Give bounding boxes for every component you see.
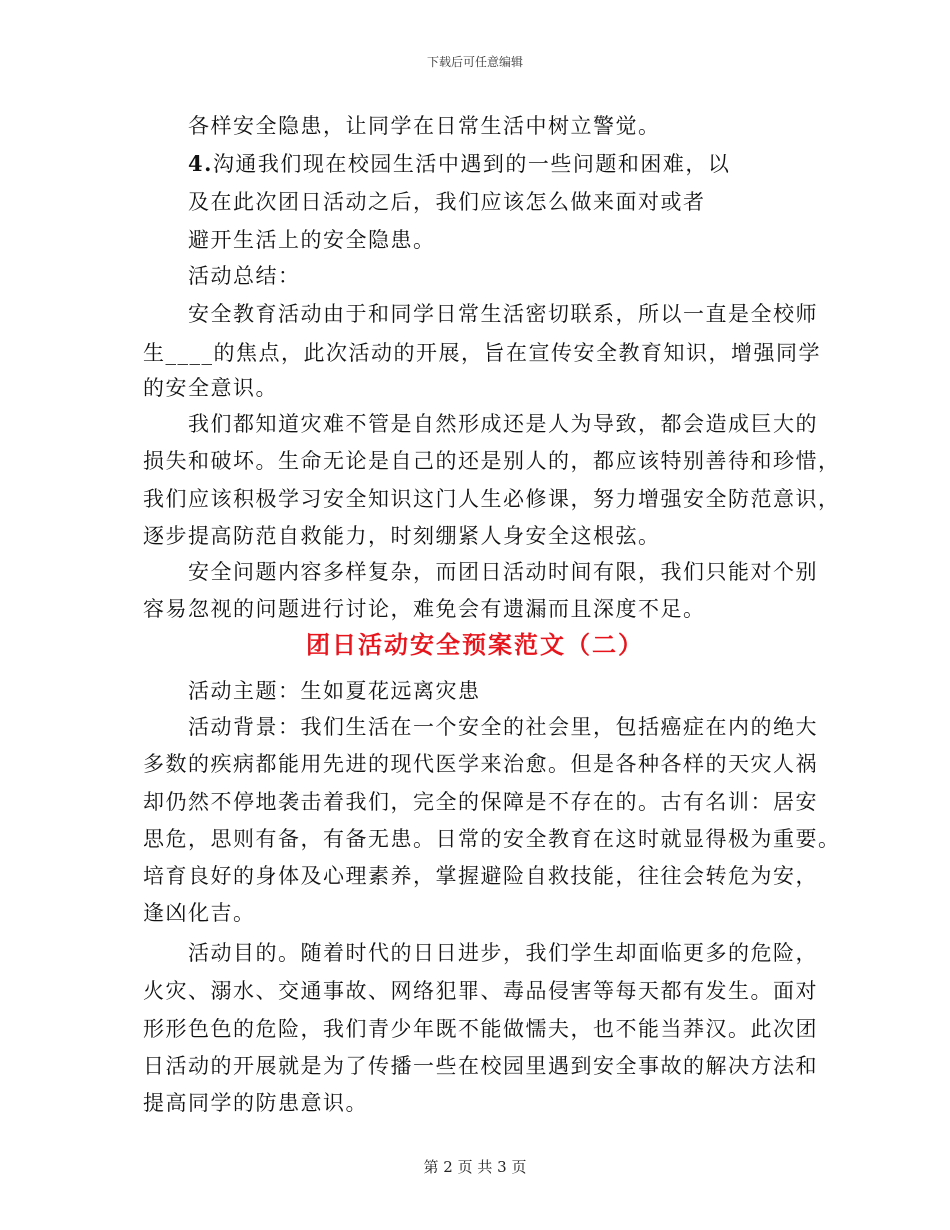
text-line: 生____的焦点，此次活动的开展，旨在宣传安全教育知识，增强同学 <box>143 341 821 365</box>
text-line: 却仍然不停地袭击着我们，完全的保障是不存在的。古有名训：居安 <box>143 790 818 814</box>
text-line: 思危，思则有备，有备无患。日常的安全教育在这时就显得极为重要。 <box>143 827 841 851</box>
page-header: 下载后可任意编辑 <box>426 55 523 69</box>
text-line: 损失和破坏。生命无论是自己的还是别人的，都应该特别善待和珍惜， <box>143 449 841 473</box>
page-footer: 第 2 页 共 3 页 <box>423 1158 527 1176</box>
text-line: 火灾、溺水、交通事故、网络犯罪、毒品侵害等每天都有发生。面对 <box>143 979 818 1003</box>
text-line: 的安全意识。 <box>143 376 278 400</box>
text-line: 培育良好的身体及心理素养，掌握避险自救技能，往往会转危为安， <box>143 864 818 888</box>
text-line: 多数的疾病都能用先进的现代医学来治愈。但是各种各样的天灾人祸 <box>143 752 818 776</box>
text-line: 及在此次团日活动之后，我们应该怎么做来面对或者 <box>188 190 706 214</box>
text-line: 安全教育活动由于和同学日常生活密切联系，所以一直是全校师 <box>188 302 818 326</box>
text-line: 各样安全隐患，让同学在日常生活中树立警觉。 <box>188 114 661 138</box>
text-line: 避开生活上的安全隐患。 <box>188 228 436 252</box>
list-item-4 <box>188 150 730 178</box>
text-line: 逐步提高防范自救能力，时刻绷紧人身安全这根弦。 <box>143 524 661 548</box>
text-line: 逢凶化吉。 <box>143 901 256 925</box>
section-heading: 团日活动安全预案范文（二） <box>306 630 644 659</box>
text-line: 活动背景：我们生活在一个安全的社会里，包括癌症在内的绝大 <box>188 715 818 739</box>
text-line: 我们都知道灾难不管是自然形成还是人为导致，都会造成巨大的 <box>188 412 818 436</box>
text-line: 容易忽视的问题进行讨论，难免会有遗漏而且深度不足。 <box>143 597 706 621</box>
text-line: 提高同学的防患意识。 <box>143 1091 368 1115</box>
text-line: 我们应该积极学习安全知识这门人生必修课，努力增强安全防范意识， <box>143 487 841 511</box>
activity-theme: 活动主题：生如夏花远离灾患 <box>188 679 481 703</box>
text-line: 活动目的。随着时代的日日进步，我们学生却面临更多的危险， <box>188 941 818 965</box>
list-number: 4. <box>188 151 213 176</box>
text-line: 安全问题内容多样复杂，而团日活动时间有限，我们只能对个别 <box>188 560 818 584</box>
text-line: 沟通我们现在校园生活中遇到的一些问题和困难，以 <box>212 152 731 176</box>
text-line: 形形色色的危险，我们青少年既不能做懦夫，也不能当莽汉。此次团 <box>143 1017 818 1041</box>
text-line: 日活动的开展就是为了传播一些在校园里遇到安全事故的解决方法和 <box>143 1054 818 1078</box>
summary-label: 活动总结： <box>188 264 301 288</box>
